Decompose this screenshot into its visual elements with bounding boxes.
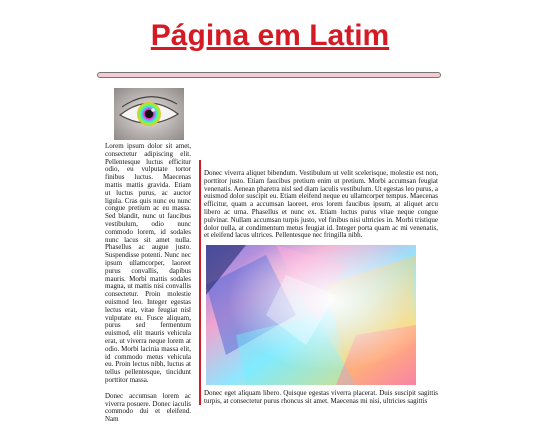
sidebar-paragraph: Donec accumsan lorem ac viverra posuere. Donec iaculis commodo dui et eleifend. Nam (105, 391, 191, 424)
main-paragraph: Donec viverra aliquet bibendum. Vestibulum ut velit scelerisque, molestie est non, porttitor justo. Etiam faucibus pretium enim ut pretium. Morbi accumsan feugiat venenatis. Aenean pharetra nisl sed diam iaculis vestibulum. Ut egestas leo purus, a euismod dolor suscipit eu. Etiam eleifend neque eu ullamcorper tempus. Maecenas efficitur, quam a accumsan laoreet, eros lorem faucibus ipsum, at aliquet arcu libero ac urna. Phasellus et nunc ex. Etiam luctus purus vitae neque congue pulvinar. Nullam accumsan turpis justo, vel finibus nisi ultricies in. Morbi tristique dolor nulla, at condimentum metus feugiat id. Integer porta quam ac mi venenatis, et eleifend lacus ultrices. Pellentesque nec fringilla nibh. (204, 169, 438, 240)
page-title: Página em Latim (150, 19, 390, 52)
sidebar-text-column (105, 143, 191, 432)
sidebar-paragraph: Lorem ipsum dolor sit amet, consectetur adipiscing elit. Pellentesque luctus efficitur odio, eu vulputate tortor finibus luctus. Maecenas mattis mattis gravida. Etiam ut luctus purus, ac auctor ligula. Cras quis nunc eu nunc congue pretium ac eu massa. Sed blandit, nunc ut faucibus vestibulum, odio nunc commodo lorem, id sodales nunc lacus sit amet nulla. Phasellus ac augue justo. Suspendisse potenti. Nunc nec ipsum ullamcorper, laoreet purus convallis, dapibus mauris. Morbi mattis sodales magna, ut mattis nisi convallis consectetur. Proin molestie euismod leo. Integer egestas lectus erat, vitae feugiat nisl vulputate eu. Fusce aliquam, purus sed fermentum euismod, elit mauris vehicula erat, ut viverra neque lorem at odio. Morbi lacinia massa elit, id commodo metus vehicula eu. Proin lectus nibh, luctus at tellus pellentesque, tincidunt porttitor massa. (105, 142, 191, 384)
crystal-image (206, 245, 416, 385)
header-divider (97, 72, 441, 78)
column-separator-line (199, 160, 201, 405)
main-text-column (204, 170, 438, 240)
main-text-column-continued (204, 390, 438, 406)
eye-image (114, 88, 184, 140)
main-paragraph: Donec eget aliquam libero. Quisque egestas viverra placerat. Duis suscipit sagittis turpis, at consectetur purus rhoncus sit amet. Maecenas mi nisi, ultricies sagittis (204, 389, 438, 405)
